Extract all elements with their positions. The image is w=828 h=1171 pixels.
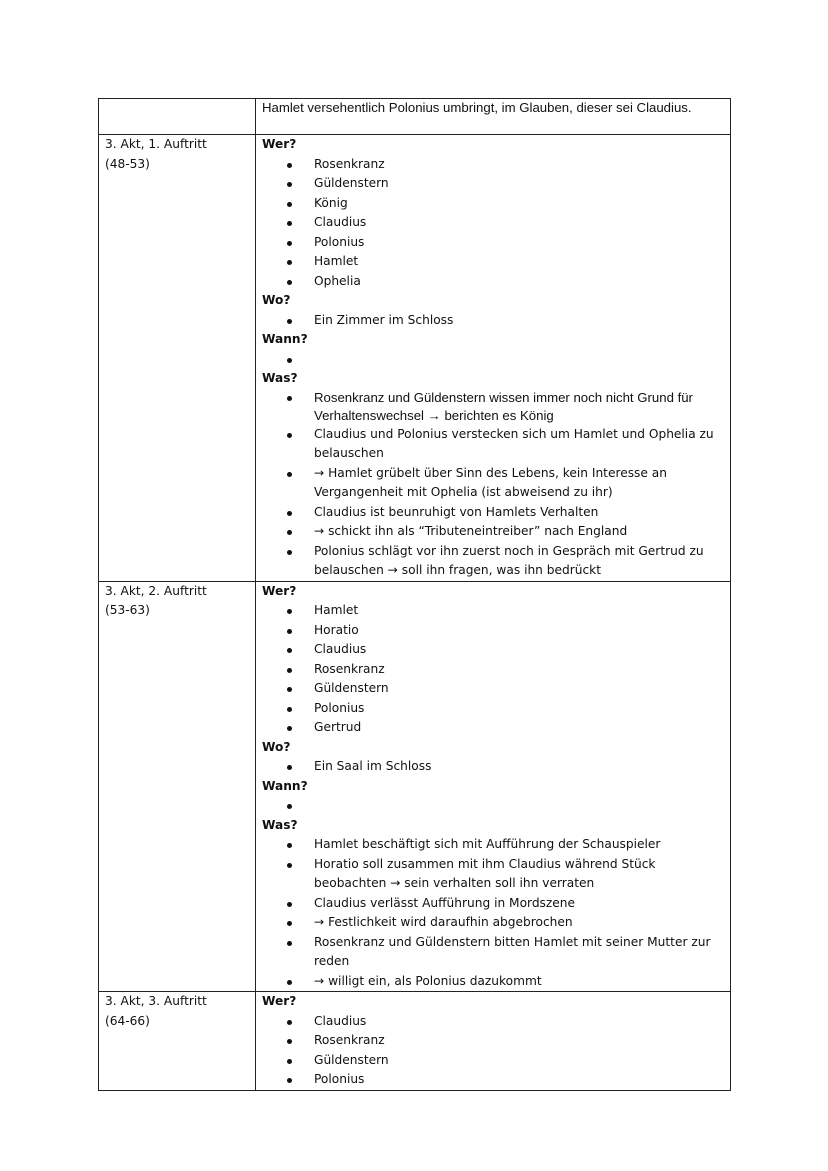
list-item-empty bbox=[262, 350, 726, 370]
list-item: Horatio bbox=[262, 621, 726, 641]
scene-label: 3. Akt, 2. Auftritt (53-63) bbox=[105, 583, 207, 617]
list-item: Gertrud bbox=[262, 718, 726, 738]
wann-heading: Wann? bbox=[262, 778, 308, 793]
list-item: Claudius bbox=[262, 640, 726, 660]
list-item: Güldenstern bbox=[262, 1051, 726, 1071]
continuation-text: Hamlet versehentlich Polonius umbringt, im Glauben, dieser sei Claudius. bbox=[262, 100, 692, 115]
label-cell bbox=[99, 99, 256, 135]
list-item: Güldenstern bbox=[262, 679, 726, 699]
wer-heading: Wer? bbox=[262, 137, 297, 151]
wo-section bbox=[256, 738, 730, 777]
list-item: Hamlet beschäftigt sich mit Aufführung der Schauspieler bbox=[262, 835, 726, 855]
list-item-empty bbox=[262, 796, 726, 816]
was-heading: Was? bbox=[262, 817, 298, 832]
list-item: Claudius bbox=[262, 213, 726, 233]
list-item: Claudius bbox=[262, 1012, 726, 1032]
list-item: König bbox=[262, 194, 726, 214]
list-item: Polonius bbox=[262, 699, 726, 719]
wer-section bbox=[256, 992, 730, 1090]
list-item: Polonius bbox=[262, 1070, 726, 1090]
was-section bbox=[256, 816, 730, 992]
list-item: Güldenstern bbox=[262, 174, 726, 194]
content-cell bbox=[256, 135, 731, 582]
label-cell bbox=[99, 135, 256, 582]
wer-section bbox=[256, 582, 730, 738]
list-item: Ophelia bbox=[262, 272, 726, 292]
content-cell bbox=[256, 581, 731, 992]
table-row bbox=[99, 135, 731, 582]
wann-heading: Wann? bbox=[262, 332, 308, 346]
list-item: Rosenkranz und Güldenstern bitten Hamlet mit seiner Mutter zur reden bbox=[262, 933, 726, 972]
scene-label: 3. Akt, 3. Auftritt (64-66) bbox=[105, 994, 207, 1028]
wo-section bbox=[256, 291, 730, 330]
wer-heading: Wer? bbox=[262, 583, 297, 598]
wann-section bbox=[256, 330, 730, 369]
label-cell bbox=[99, 992, 256, 1091]
content-cell bbox=[256, 992, 731, 1091]
content-cell bbox=[256, 99, 731, 135]
list-item: Ein Saal im Schloss bbox=[262, 757, 726, 777]
list-item: Claudius verlässt Aufführung in Mordszene bbox=[262, 894, 726, 914]
list-item: Hamlet bbox=[262, 252, 726, 272]
wer-section bbox=[256, 135, 730, 291]
list-item: Polonius schlägt vor ihn zuerst noch in Gespräch mit Gertrud zu belauschen → soll ihn fragen, was ihn bedrückt bbox=[262, 542, 726, 581]
list-item: Rosenkranz bbox=[262, 155, 726, 175]
label-cell bbox=[99, 581, 256, 992]
wer-heading: Wer? bbox=[262, 994, 297, 1008]
wo-heading: Wo? bbox=[262, 739, 291, 754]
list-item: → schickt ihn als “Tributeneintreiber” nach England bbox=[262, 522, 726, 542]
list-item: Rosenkranz bbox=[262, 660, 726, 680]
list-item: Horatio soll zusammen mit ihm Claudius während Stück beobachten → sein verhalten soll ihn verraten bbox=[262, 855, 726, 894]
list-item: → Festlichkeit wird daraufhin abgebrochen bbox=[262, 913, 726, 933]
scene-table bbox=[98, 98, 731, 1091]
was-section bbox=[256, 369, 730, 581]
list-item: Ein Zimmer im Schloss bbox=[262, 311, 726, 331]
list-item: → Hamlet grübelt über Sinn des Lebens, kein Interesse an Vergangenheit mit Ophelia (ist abweisend zu ihr) bbox=[262, 464, 726, 503]
list-item: → willigt ein, als Polonius dazukommt bbox=[262, 972, 726, 992]
scene-label: 3. Akt, 1. Auftritt (48-53) bbox=[105, 137, 207, 171]
was-heading: Was? bbox=[262, 371, 298, 385]
wo-heading: Wo? bbox=[262, 293, 291, 307]
table-row bbox=[99, 99, 731, 135]
list-item: Claudius und Polonius verstecken sich um Hamlet und Ophelia zu belauschen bbox=[262, 425, 726, 464]
wann-section bbox=[256, 777, 730, 816]
table-row bbox=[99, 992, 731, 1091]
list-item: Claudius ist beunruhigt von Hamlets Verhalten bbox=[262, 503, 726, 523]
list-item: Rosenkranz bbox=[262, 1031, 726, 1051]
table-row bbox=[99, 581, 731, 992]
list-item: Polonius bbox=[262, 233, 726, 253]
list-item: Hamlet bbox=[262, 601, 726, 621]
list-item: Rosenkranz und Güldenstern wissen immer noch nicht Grund für Verhaltenswechsel → berichten es König bbox=[262, 389, 726, 425]
